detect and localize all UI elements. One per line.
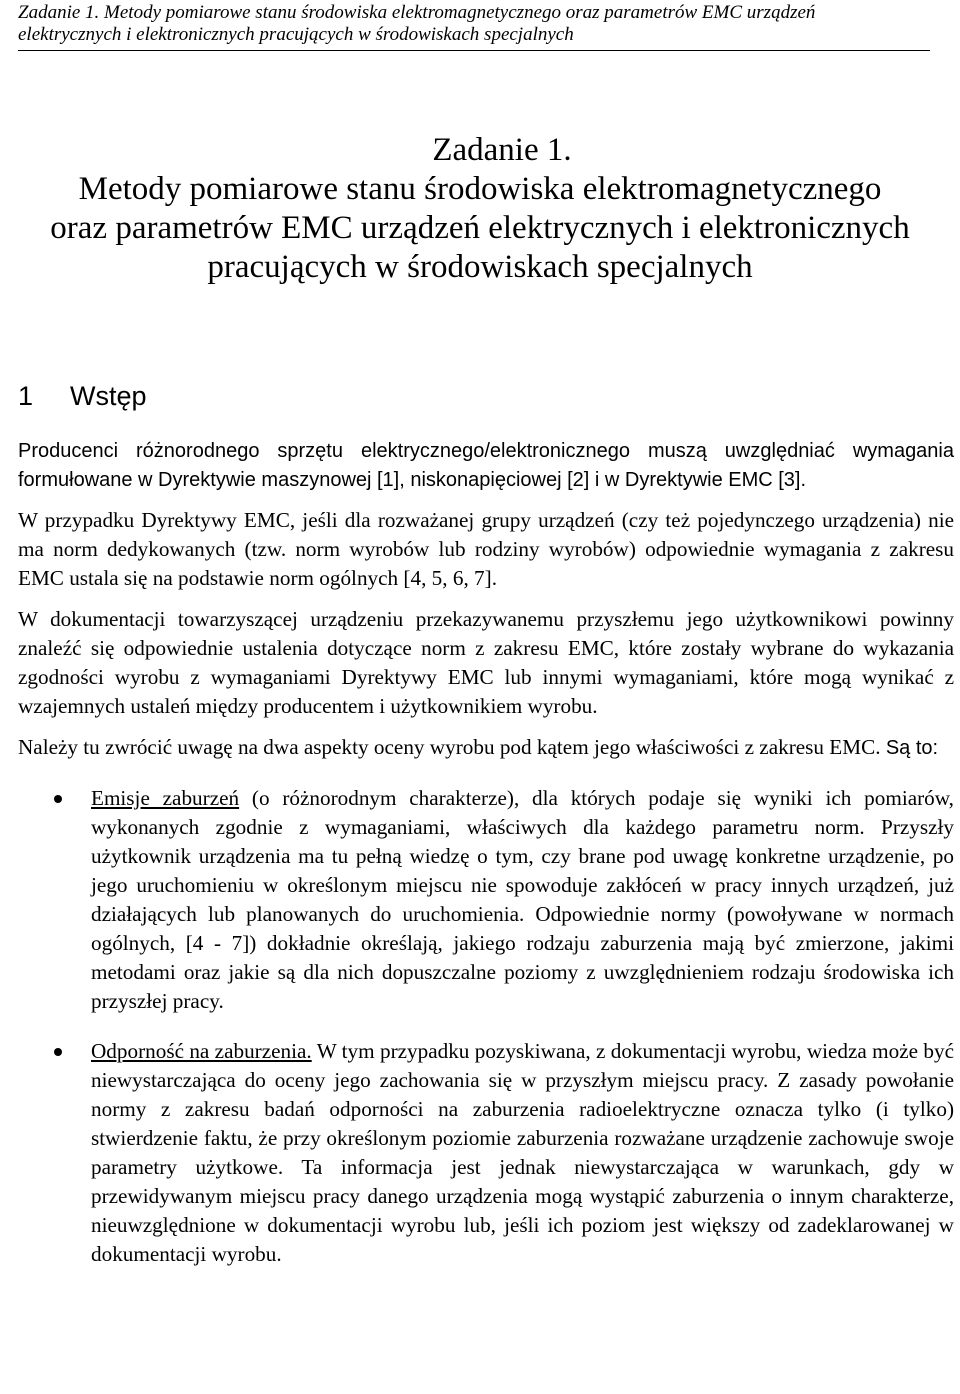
title-line-2: Metody pomiarowe stanu środowiska elektromagnetycznego bbox=[78, 171, 882, 207]
bullet-term: Odporność na zaburzenia. bbox=[91, 1039, 312, 1063]
bullet-text: (o różnorodnym charakterze), dla których podaje się wyniki ich pomiarów, wykonanych zgodnie z wymaganiami, właściwych dla każdego parametru norm. Przyszły użytkownik urządzenia ma tu pełną wiedzę o tym, czy brane pod uwagę konkretne urządzenie, po jego uruchomieniu w określonym miejscu nie spowoduje zakłóceń w pracy innych urządzeń, już działających lub planowanych do uruchomienia. Odpowiednie normy (powoływane w normach ogólnych, [4 - 7]) dokładnie określają, jakiego rodzaju zaburzenia mają być zmierzone, jakimi metodami oraz jakie są dla nich dopuszczalne poziomy z uwzględnieniem rodzaju środowiska ich przyszłej pracy. bbox=[91, 786, 954, 1013]
section-number: 1 bbox=[18, 381, 34, 411]
document-title bbox=[0, 131, 960, 287]
bullet-icon bbox=[54, 795, 62, 803]
paragraph-4-tail: Są to: bbox=[885, 737, 939, 759]
bullet-list bbox=[18, 784, 954, 1269]
title-line-4: pracujących w środowiskach specjalnych bbox=[207, 249, 753, 285]
title-line-1: Zadanie 1. bbox=[432, 132, 572, 168]
section-heading bbox=[18, 380, 147, 412]
bullet-icon bbox=[54, 1048, 62, 1056]
section-title: Wstęp bbox=[70, 381, 147, 411]
list-item bbox=[18, 1037, 954, 1269]
paragraph-1: Producenci różnorodnego sprzętu elektrycznego/elektronicznego muszą uwzględniać wymagania formułowane w Dyrektywie maszynowej [1], niskonapięciowej [2] i w Dyrektywie EMC [3]. bbox=[18, 440, 954, 491]
title-line-3: oraz parametrów EMC urządzeń elektrycznych i elektronicznych bbox=[50, 210, 910, 246]
running-header-line-2: elektrycznych i elektronicznych pracujących w środowiskach specjalnych bbox=[18, 24, 574, 45]
list-item bbox=[18, 784, 954, 1016]
bullet-text: W tym przypadku pozyskiwana, z dokumentacji wyrobu, wiedza może być niewystarczająca do oceny jego zachowania się w przyszłym miejscu pracy. Z zasady powołanie normy z zakresu badań odporności na zaburzenia radioelektryczne oznacza tylko (i tylko) stwierdzenie faktu, że przy określonym poziomie zaburzenia rozważane urządzenie zachowuje swoje parametry użytkowe. Ta informacja jest jednak niewystarczająca w warunkach, gdy w przewidywanym miejscu pracy danego urządzenia mogą wystąpić zaburzenia o innym charakterze, nieuwzględnione w dokumentacji wyrobu lub, jeśli ich poziom jest większy od zadeklarowanej w dokumentacji wyrobu. bbox=[91, 1039, 954, 1266]
running-header bbox=[18, 2, 930, 51]
body-text bbox=[18, 437, 954, 1269]
paragraph-2: W przypadku Dyrektywy EMC, jeśli dla rozważanej grupy urządzeń (czy też pojedynczego urządzenia) nie ma norm dedykowanych (tzw. norm wyrobów lub rodziny wyrobów) odpowiednie wymagania z zakresu EMC ustala się na podstawie norm ogólnych [4, 5, 6, 7]. bbox=[18, 508, 954, 590]
paragraph-3: W dokumentacji towarzyszącej urządzeniu przekazywanemu przyszłemu jego użytkownikowi powinny znaleźć się odpowiednie ustalenia dotyczące norm z zakresu EMC, które zostały wybrane do wykazania zgodności wyrobu z wymaganiami Dyrektywy EMC lub innymi wymaganiami, które mogą wynikać z wzajemnych ustaleń między producentem i użytkownikiem wyrobu. bbox=[18, 607, 954, 718]
running-header-line-1: Zadanie 1. Metody pomiarowe stanu środowiska elektromagnetycznego oraz parametrów EMC urządzeń bbox=[18, 2, 816, 23]
paragraph-4 bbox=[18, 733, 954, 763]
paragraph-4-text: Należy tu zwrócić uwagę na dwa aspekty oceny wyrobu pod kątem jego właściwości z zakresu EMC. bbox=[18, 735, 886, 759]
bullet-term: Emisje zaburzeń bbox=[91, 786, 240, 810]
